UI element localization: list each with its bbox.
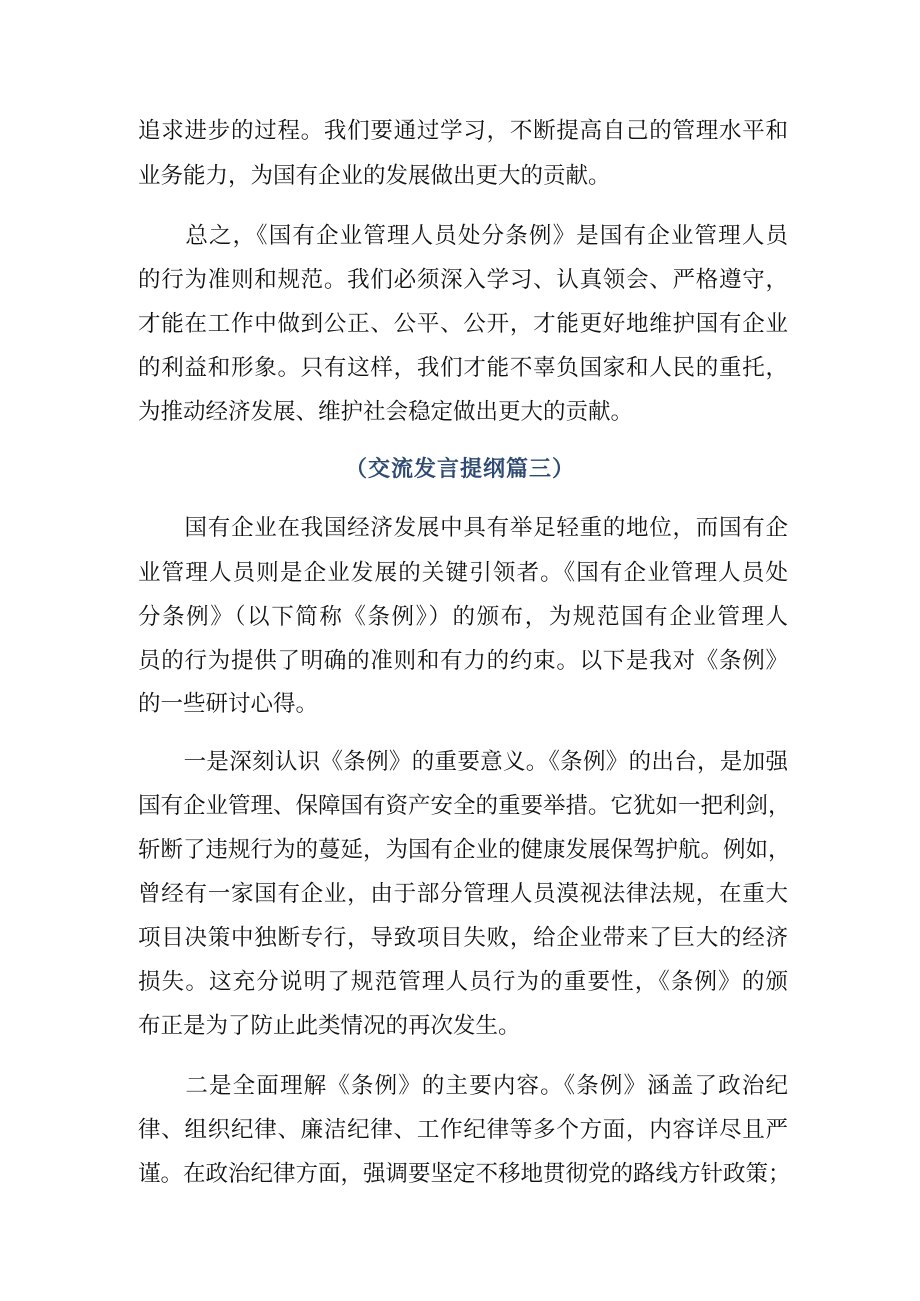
paragraph-5-line-2: 律、组织纪律、廉洁纪律、工作纪律等多个方面，内容详尽且严 (138, 1117, 788, 1143)
paragraph-3-line-5: 的一些研讨心得。 (138, 691, 319, 717)
paragraph-2-line-1: 总之，《国有企业管理人员处分条例》是国有企业管理人员 (138, 223, 788, 249)
section-heading: （交流发言提纲篇三） (344, 457, 575, 482)
paragraph-4-line-5: 项目决策中独断专行，导致项目失败，给企业带来了巨大的经济 (138, 925, 788, 951)
paragraph-1-line-2: 业务能力，为国有企业的发展做出更大的贡献。 (138, 163, 611, 189)
paragraph-5-line-3: 谨。在政治纪律方面，强调要坚定不移地贯彻党的路线方针政策； (138, 1161, 791, 1187)
paragraph-4-line-7: 布正是为了防止此类情况的再次发生。 (138, 1013, 521, 1039)
paragraph-4-line-2: 国有企业管理、保障国有资产安全的重要举措。它犹如一把利剑， (138, 793, 791, 819)
paragraph-2-line-5: 为推动经济发展、维护社会稳定做出更大的贡献。 (138, 399, 634, 425)
paragraph-5-line-1: 二是全面理解《条例》的主要内容。《条例》涵盖了政治纪 (138, 1073, 788, 1099)
paragraph-3-line-1: 国有企业在我国经济发展中具有举足轻重的地位，而国有企 (138, 515, 788, 541)
paragraph-4-line-6: 损失。这充分说明了规范管理人员行为的重要性，《条例》的颁 (138, 969, 788, 995)
paragraph-3-line-4: 员的行为提供了明确的准则和有力的约束。以下是我对《条例》 (138, 648, 788, 674)
paragraph-3-line-3: 分条例》（以下简称《条例》）的颁布，为规范国有企业管理人 (138, 604, 788, 630)
paragraph-2-line-4: 的利益和形象。只有这样，我们才能不辜负国家和人民的重托， (138, 355, 788, 381)
paragraph-2-line-2: 的行为准则和规范。我们必须深入学习、认真领会、严格遵守， (138, 267, 788, 293)
paragraph-4-line-4: 曾经有一家国有企业，由于部分管理人员漠视法律法规，在重大 (138, 881, 788, 907)
paragraph-4-line-3: 斩断了违规行为的蔓延，为国有企业的健康发展保驾护航。例如， (138, 837, 791, 863)
paragraph-3-line-2: 业管理人员则是企业发展的关键引领者。《国有企业管理人员处 (138, 560, 788, 586)
paragraph-1-line-1: 追求进步的过程。我们要通过学习，不断提高自己的管理水平和 (138, 118, 788, 144)
paragraph-2-line-3: 才能在工作中做到公正、公平、公开，才能更好地维护国有企业 (138, 311, 788, 337)
paragraph-4-line-1: 一是深刻认识《条例》的重要意义。《条例》的出台，是加强 (138, 749, 788, 775)
